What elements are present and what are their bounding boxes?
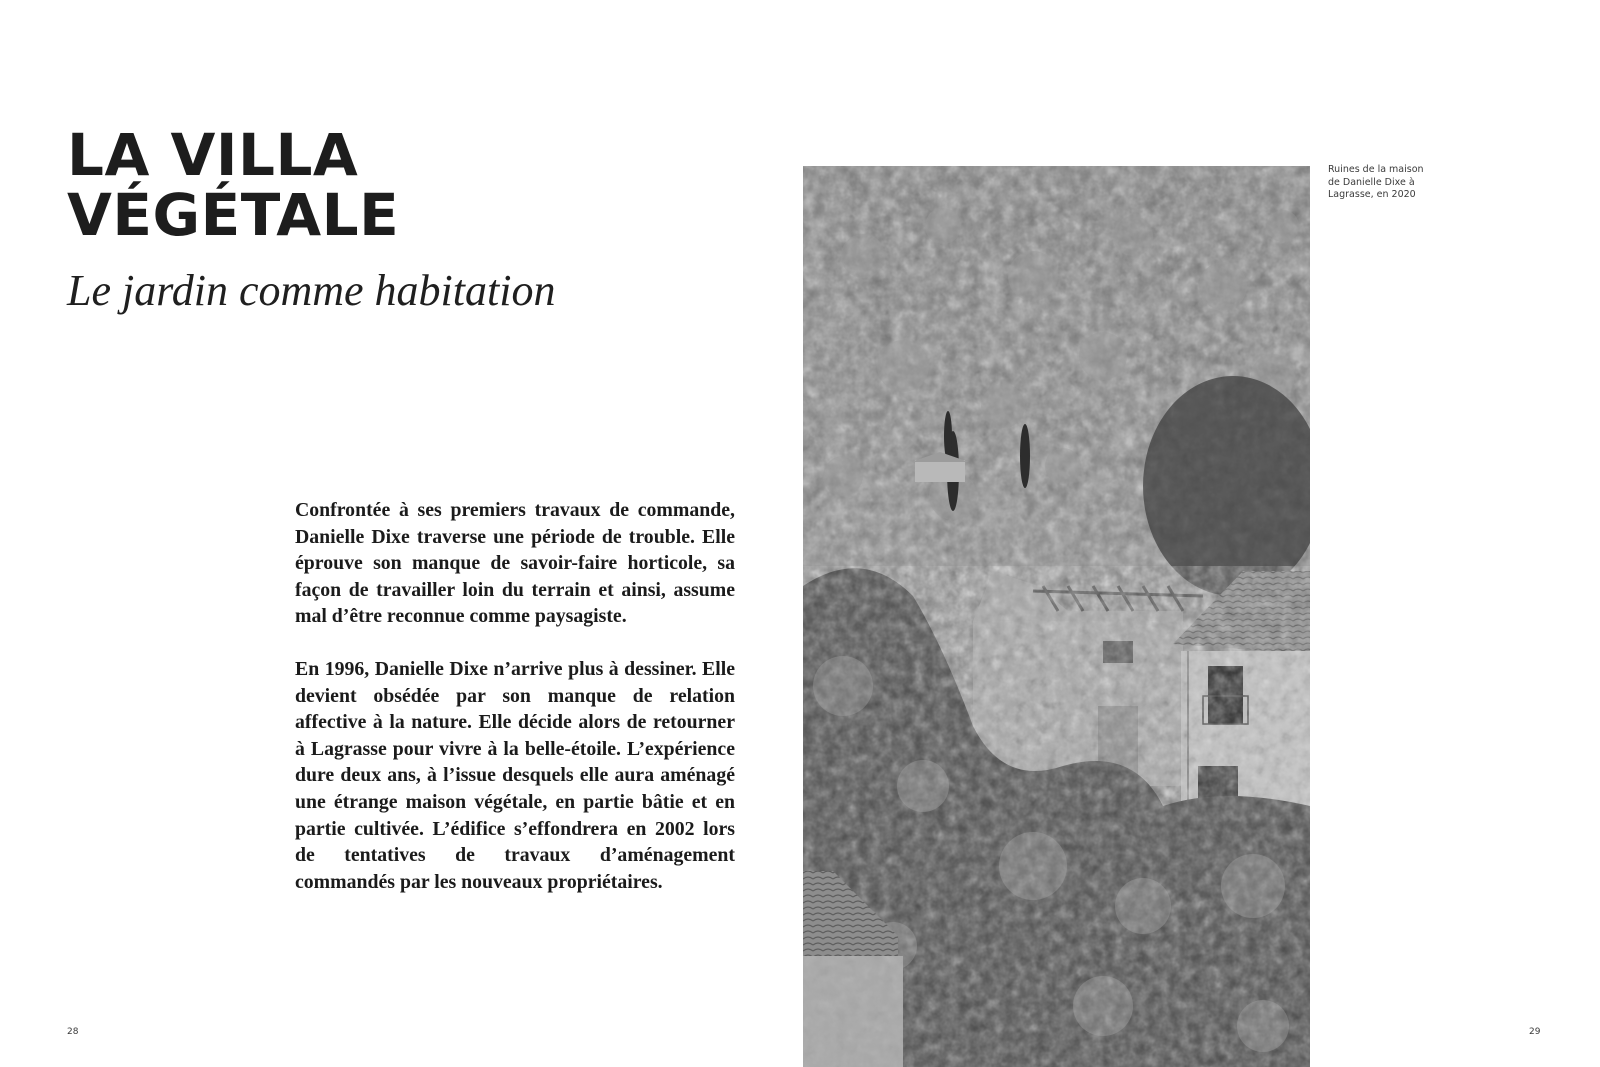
caption-line-1: Ruines de la maison — [1328, 164, 1424, 175]
distant-house — [915, 460, 965, 482]
chapter-title — [67, 121, 400, 249]
ruins-photo — [803, 166, 1310, 1067]
chapter-title-line-1: LA VILLA — [67, 121, 359, 189]
paragraph-1: Confrontée à ses premiers travaux de commande, Danielle Dixe traverse une période de trouble. Elle éprouve son manque de savoir-faire horticole, sa façon de travailler loin du terrain et ainsi, assume mal d’être reconnue comme paysagiste. — [295, 499, 735, 628]
chapter-title-line-2: VÉGÉTALE — [67, 181, 400, 249]
page-number-right: 29 — [1529, 1027, 1541, 1037]
page-number-left: 28 — [67, 1027, 79, 1037]
caption-line-3: Lagrasse, en 2020 — [1328, 189, 1416, 200]
caption-line-2: de Danielle Dixe à — [1328, 176, 1415, 188]
paragraph-2: En 1996, Danielle Dixe n’arrive plus à dessiner. Elle devient obsédée par son manque de relation affective à la nature. Elle décide alors de retourner à Lagrasse pour vivre à la belle-étoile. L’expérience dure deux ans, à l’issue desquels elle aura aménagé une étrange maison végétale, en partie bâtie et en partie cultivée. L’édifice s’effondrera en 2002 lors de tentatives de travaux d’aménagement commandés par les nouveaux propriétaires. — [295, 657, 735, 893]
chapter-subtitle: Le jardin comme habitation — [67, 266, 556, 315]
body-text — [295, 497, 735, 921]
photo-caption — [1328, 164, 1448, 202]
